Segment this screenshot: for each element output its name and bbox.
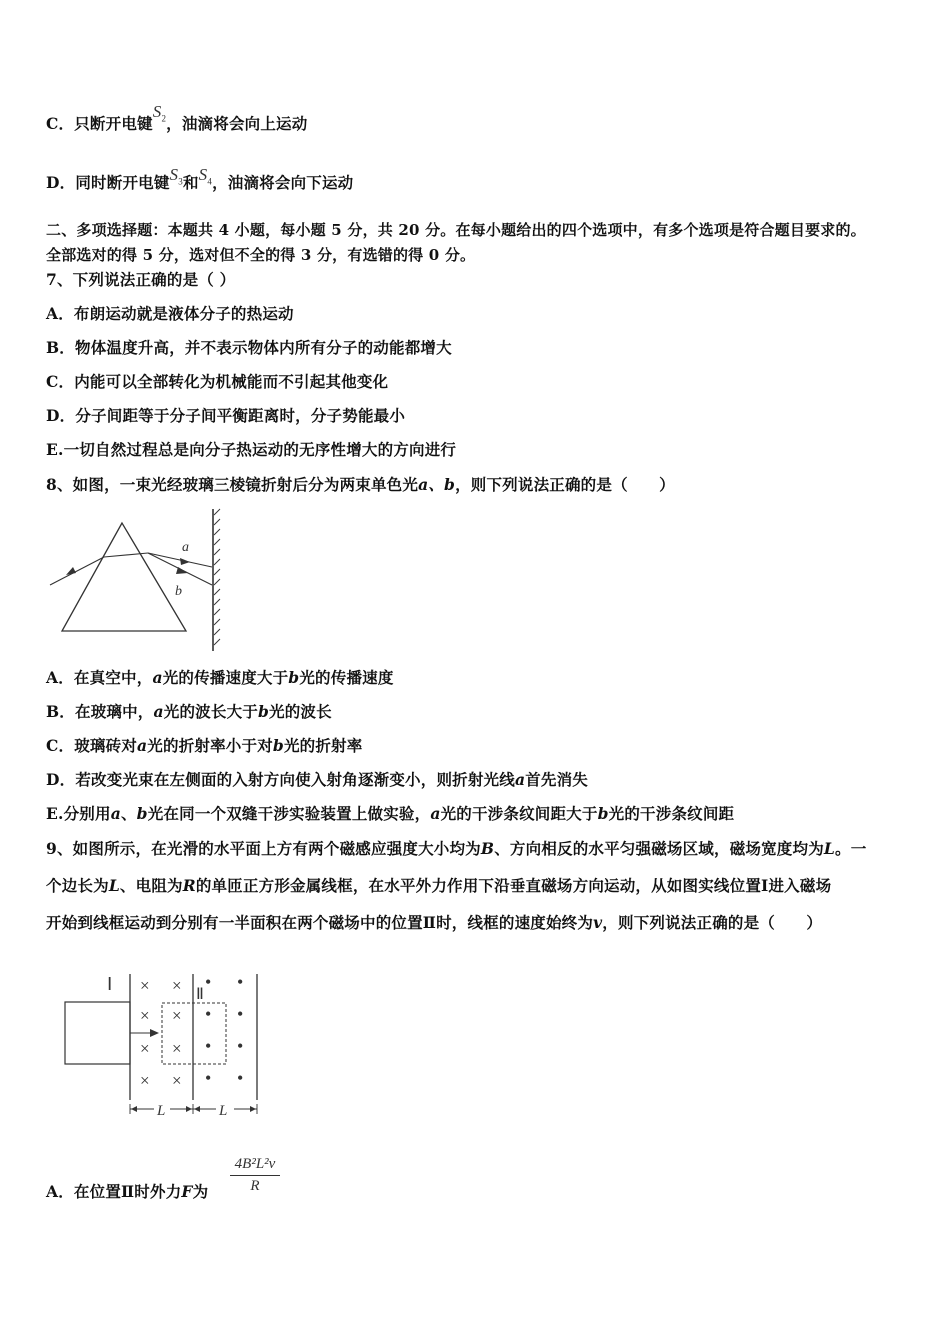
q9-option-a: A．在位置Ⅱ时外力F为 (46, 1182, 209, 1201)
switch-symbol-s2: $S_2$ (152, 102, 167, 124)
svg-text:•: • (205, 972, 212, 992)
q9-stem-line2: 个边长为L、电阻为R的单匝正方形金属线框，在水平外力作用下沿垂直磁场方向运动，从如图实线位置Ⅰ进入磁场 (46, 876, 832, 895)
svg-text:•: • (205, 1068, 212, 1088)
q6-option-d: D．同时断开电键$S_3$和$S_4$，油滴将会向下运动 (46, 165, 354, 192)
q9-stem-line1: 9、如图所示，在光滑的水平面上方有两个磁感应强度大小均为B、方向相反的水平匀强磁场区域，磁场宽度均为L。一 (46, 839, 867, 858)
label-b: b (175, 584, 182, 599)
dots-out-of-page (205, 972, 243, 1088)
width-label-2: L (219, 1103, 228, 1119)
fraction-denominator: R (250, 1178, 260, 1194)
q7-option-b: B．物体温度升高，并不表示物体内所有分子的动能都增大 (46, 338, 452, 357)
q7-stem: 7、下列说法正确的是（ ） (46, 270, 236, 289)
switch-symbol-s3: $S_3$ (169, 165, 183, 187)
svg-text:×: × (140, 1006, 150, 1025)
svg-text:×: × (172, 1006, 182, 1025)
q7-option-e: E.一切自然过程总是向分子热运动的无序性增大的方向进行 (46, 440, 457, 459)
switch-symbol-s4: $S_4$ (198, 165, 213, 187)
q9-stem-line3: 开始到线框运动到分别有一半面积在两个磁场中的位置Ⅱ时，线框的速度始终为v，则下列说法正确的是（ ） (46, 913, 823, 932)
svg-text:•: • (205, 1036, 212, 1056)
magnetic-field-figure (60, 970, 270, 1130)
q7-option-d: D．分子间距等于分子间平衡距离时，分子势能最小 (46, 406, 406, 425)
q7-option-c: C．内能可以全部转化为机械能而不引起其他变化 (46, 372, 389, 391)
q8-option-a: A．在真空中，a光的传播速度大于b光的传播速度 (46, 668, 394, 687)
ray-b-arrow (176, 567, 188, 574)
ray-a-arrow (180, 558, 190, 565)
q7-option-a: A．布朗运动就是液体分子的热运动 (46, 304, 294, 323)
position-1-label: Ⅰ (107, 974, 113, 994)
q8-option-d: D．若改变光束在左侧面的入射方向使入射角逐渐变小，则折射光线a首先消失 (46, 770, 589, 789)
ray-a (148, 553, 212, 567)
frame-position-1 (65, 1002, 130, 1064)
svg-text:•: • (237, 1004, 244, 1024)
svg-text:•: • (205, 1004, 212, 1024)
svg-text:•: • (237, 972, 244, 992)
position-2-label: Ⅱ (196, 986, 204, 1003)
width-dimensions (130, 1104, 257, 1114)
svg-text:×: × (172, 1039, 182, 1058)
prism-figure (40, 505, 240, 655)
label-a: a (182, 540, 189, 555)
section2-header-line2: 全部选对的得 5 分，选对但不全的得 3 分，有选错的得 0 分。 (46, 246, 476, 264)
svg-text:•: • (237, 1068, 244, 1088)
svg-text:×: × (140, 976, 150, 995)
q8-option-c: C．玻璃砖对a光的折射率小于对b光的折射率 (46, 736, 363, 755)
svg-text:×: × (140, 1071, 150, 1090)
width-label-1: L (157, 1103, 166, 1119)
section2-header-line1: 二、多项选择题：本题共 4 小题，每小题 5 分，共 20 分。在每小题给出的四个选项中，有多个选项是符合题目要求的。 (46, 221, 866, 239)
fraction-numerator: 4B²L²v (230, 1156, 280, 1176)
prism-triangle (62, 523, 186, 631)
screen-hatching (214, 509, 220, 645)
force-fraction (230, 1156, 280, 1195)
q8-option-e: E.分别用a、b光在同一个双缝干涉实验装置上做实验，a光的干涉条纹间距大于b光的干涉条纹间距 (46, 804, 735, 823)
q8-stem: 8、如图，一束光经玻璃三棱镜折射后分为两束单色光a、b，则下列说法正确的是（ ） (46, 475, 675, 494)
q6-option-c: C．只断开电键$S_2$，油滴将会向上运动 (46, 102, 308, 133)
svg-text:×: × (172, 1071, 182, 1090)
q8-option-b: B．在玻璃中，a光的波长大于b光的波长 (46, 702, 332, 721)
svg-text:×: × (140, 1039, 150, 1058)
incident-arrow (66, 567, 76, 575)
svg-text:•: • (237, 1036, 244, 1056)
svg-text:×: × (172, 976, 182, 995)
